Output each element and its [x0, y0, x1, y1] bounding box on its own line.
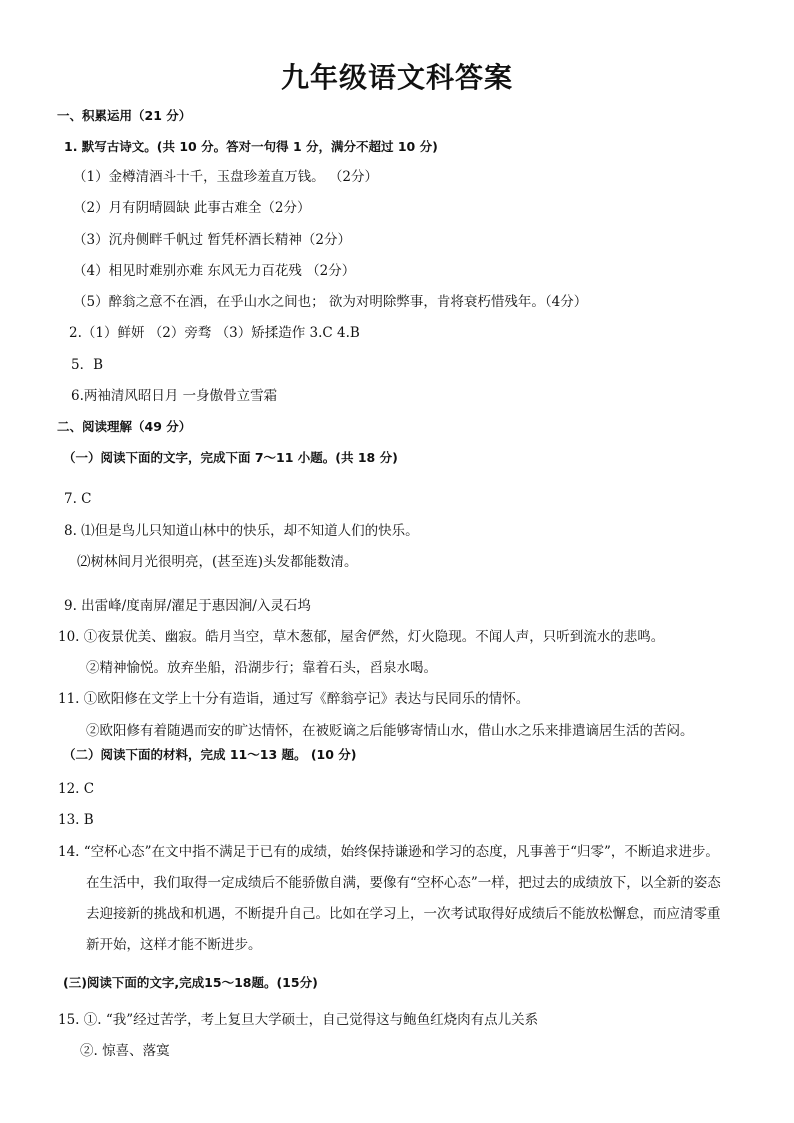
answer-15-1: 15. ①. “我”经过苦学，考上复旦大学硕士，自己觉得这与鲍鱼红烧肉有点儿关系: [58, 1012, 539, 1028]
answer-1-5: （5）醉翁之意不在酒，在乎山水之间也； 欲为对明除弊事，肯将衰朽惜残年。（4分）: [73, 294, 588, 310]
answer-13: 13. B: [58, 812, 94, 828]
answer-1-1: （1）金樽清酒斗十千，玉盘珍羞直万钱。 （2分）: [73, 169, 378, 185]
passage-2-heading: （二）阅读下面的材料，完成 11～13 题。 (10 分): [63, 747, 357, 762]
answer-11-1: 11. ①欧阳修在文学上十分有造诣，通过写《醉翁亭记》表达与民同乐的情怀。: [58, 691, 530, 707]
passage-1-heading: （一）阅读下面的文字，完成下面 7～11 小题。(共 18 分): [63, 450, 398, 465]
answer-7: 7. C: [64, 491, 92, 507]
section-heading-2: 二、阅读理解（49 分）: [57, 419, 192, 434]
answer-2-4: 2.（1）鲜妍 （2）旁骛 （3）矫揉造作 3.C 4.B: [69, 325, 360, 341]
answer-1-3: （3）沉舟侧畔千帆过 暂凭杯酒长精神（2分）: [73, 232, 351, 248]
page-title: 九年级语文科答案: [280, 61, 513, 94]
answer-1-4: （4）相见时难别亦难 东风无力百花残 （2分）: [73, 263, 356, 279]
answer-1-2: （2）月有阴晴圆缺 此事古难全（2分）: [73, 200, 311, 216]
question-1-heading: 1. 默写古诗文。(共 10 分。答对一句得 1 分，满分不超过 10 分): [64, 139, 438, 154]
answer-14-2: 在生活中，我们取得一定成绩后不能骄傲自满，要像有“空杯心态”一样，把过去的成绩放下，以全新的姿态: [86, 875, 721, 891]
answer-10-1: 10. ①夜景优美、幽寂。皓月当空，草木葱郁，屋舍俨然，灯火隐现。不闻人声，只听到流水的悲鸣。: [58, 629, 665, 645]
answer-9: 9. 出雷峰/度南屏/濯足于惠因涧/入灵石坞: [64, 598, 311, 614]
section-heading-1: 一、积累运用（21 分）: [57, 108, 192, 123]
answer-14-1: 14. “空杯心态”在文中指不满足于已有的成绩，始终保持谦逊和学习的态度，凡事善于“归零”，不断追求进步。: [58, 844, 719, 860]
answer-15-2: ②. 惊喜、落寞: [80, 1043, 170, 1059]
answer-10-2: ②精神愉悦。放弃坐船，沿湖步行；靠着石头，舀泉水喝。: [86, 660, 437, 676]
answer-8-1: 8. ⑴但是鸟儿只知道山林中的快乐，却不知道人们的快乐。: [64, 523, 419, 539]
answer-14-4: 新开始，这样才能不断进步。: [86, 937, 262, 953]
answer-6: 6.两袖清风昭日月 一身傲骨立雪霜: [71, 388, 278, 404]
answer-12: 12. C: [58, 781, 95, 797]
answer-14-3: 去迎接新的挑战和机遇，不断提升自己。比如在学习上，一次考试取得好成绩后不能放松懈怠，而应清零重: [86, 906, 721, 922]
answer-5: 5．B: [71, 357, 104, 373]
answer-11-2: ②欧阳修有着随遇而安的旷达情怀，在被贬谪之后能够寄情山水，借山水之乐来排遣谪居生活的苦闷。: [86, 723, 694, 739]
answer-8-2: ⑵树林间月光很明亮，(甚至连)头发都能数清。: [77, 554, 358, 570]
passage-3-heading: (三)阅读下面的文字,完成15～18题。(15分): [63, 975, 318, 990]
